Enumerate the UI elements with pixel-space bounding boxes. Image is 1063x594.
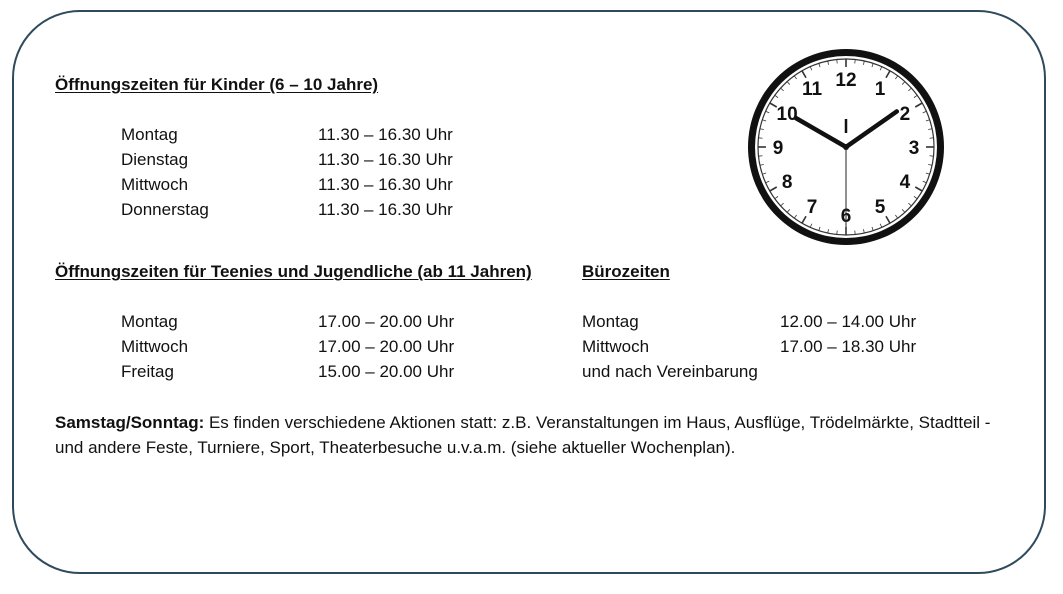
clock-numeral: 6 [840,206,852,227]
kinder-time: 11.30 – 16.30 Uhr [318,150,453,169]
clock-numeral: 2 [899,104,911,125]
clock-icon [746,47,946,247]
kinder-day: Mittwoch [121,175,189,194]
clock-numeral: 11 [801,79,823,101]
weekend-text: Es finden verschiedene Aktionen statt: z.B. Veranstaltungen im Haus, Ausflüge, Trödelmärkte, Stadtteil - und andere Feste, Turniere, Sport, Theaterbesuche u.v.a.m. (siehe aktueller Wochenplan). [55,413,991,457]
buero-extra: und nach Vereinbarung [582,362,758,381]
buero-day: Mittwoch [582,337,650,356]
clock-numeral: 9 [772,138,784,159]
clock-numeral: 3 [908,138,920,159]
weekend-label: Samstag/Sonntag: [55,413,205,432]
buero-day: Montag [582,312,639,331]
clock-numeral: 5 [874,196,886,218]
kinder-day: Dienstag [121,150,189,169]
buero-time: 12.00 – 14.00 Uhr [780,312,917,331]
teenies-time: 17.00 – 20.00 Uhr [318,312,455,331]
clock-numeral: 12 [835,70,857,91]
buero-time: 17.00 – 18.30 Uhr [780,337,917,356]
teenies-day: Freitag [121,362,174,381]
clock-numeral: 8 [781,172,793,193]
clock-numeral: 10 [776,104,798,125]
kinder-heading: Öffnungszeiten für Kinder (6 – 10 Jahre) [55,75,379,94]
kinder-day: Montag [121,125,178,144]
clock-center-pin [843,144,849,150]
kinder-day: Donnerstag [121,200,209,219]
teenies-day: Mittwoch [121,337,189,356]
teenies-time: 17.00 – 20.00 Uhr [318,337,455,356]
teenies-time: 15.00 – 20.00 Uhr [318,362,455,381]
clock-numeral: 1 [874,79,886,101]
teenies-day: Montag [121,312,178,331]
clock-numeral: 4 [899,172,911,193]
kinder-time: 11.30 – 16.30 Uhr [318,200,453,219]
kinder-time: 11.30 – 16.30 Uhr [318,175,453,194]
kinder-time: 11.30 – 16.30 Uhr [318,125,453,144]
buero-heading: Bürozeiten [582,262,670,281]
weekend-note [55,410,1015,460]
clock-numeral: 7 [806,196,818,218]
teenies-heading: Öffnungszeiten für Teenies und Jugendliche (ab 11 Jahren) [55,262,532,281]
